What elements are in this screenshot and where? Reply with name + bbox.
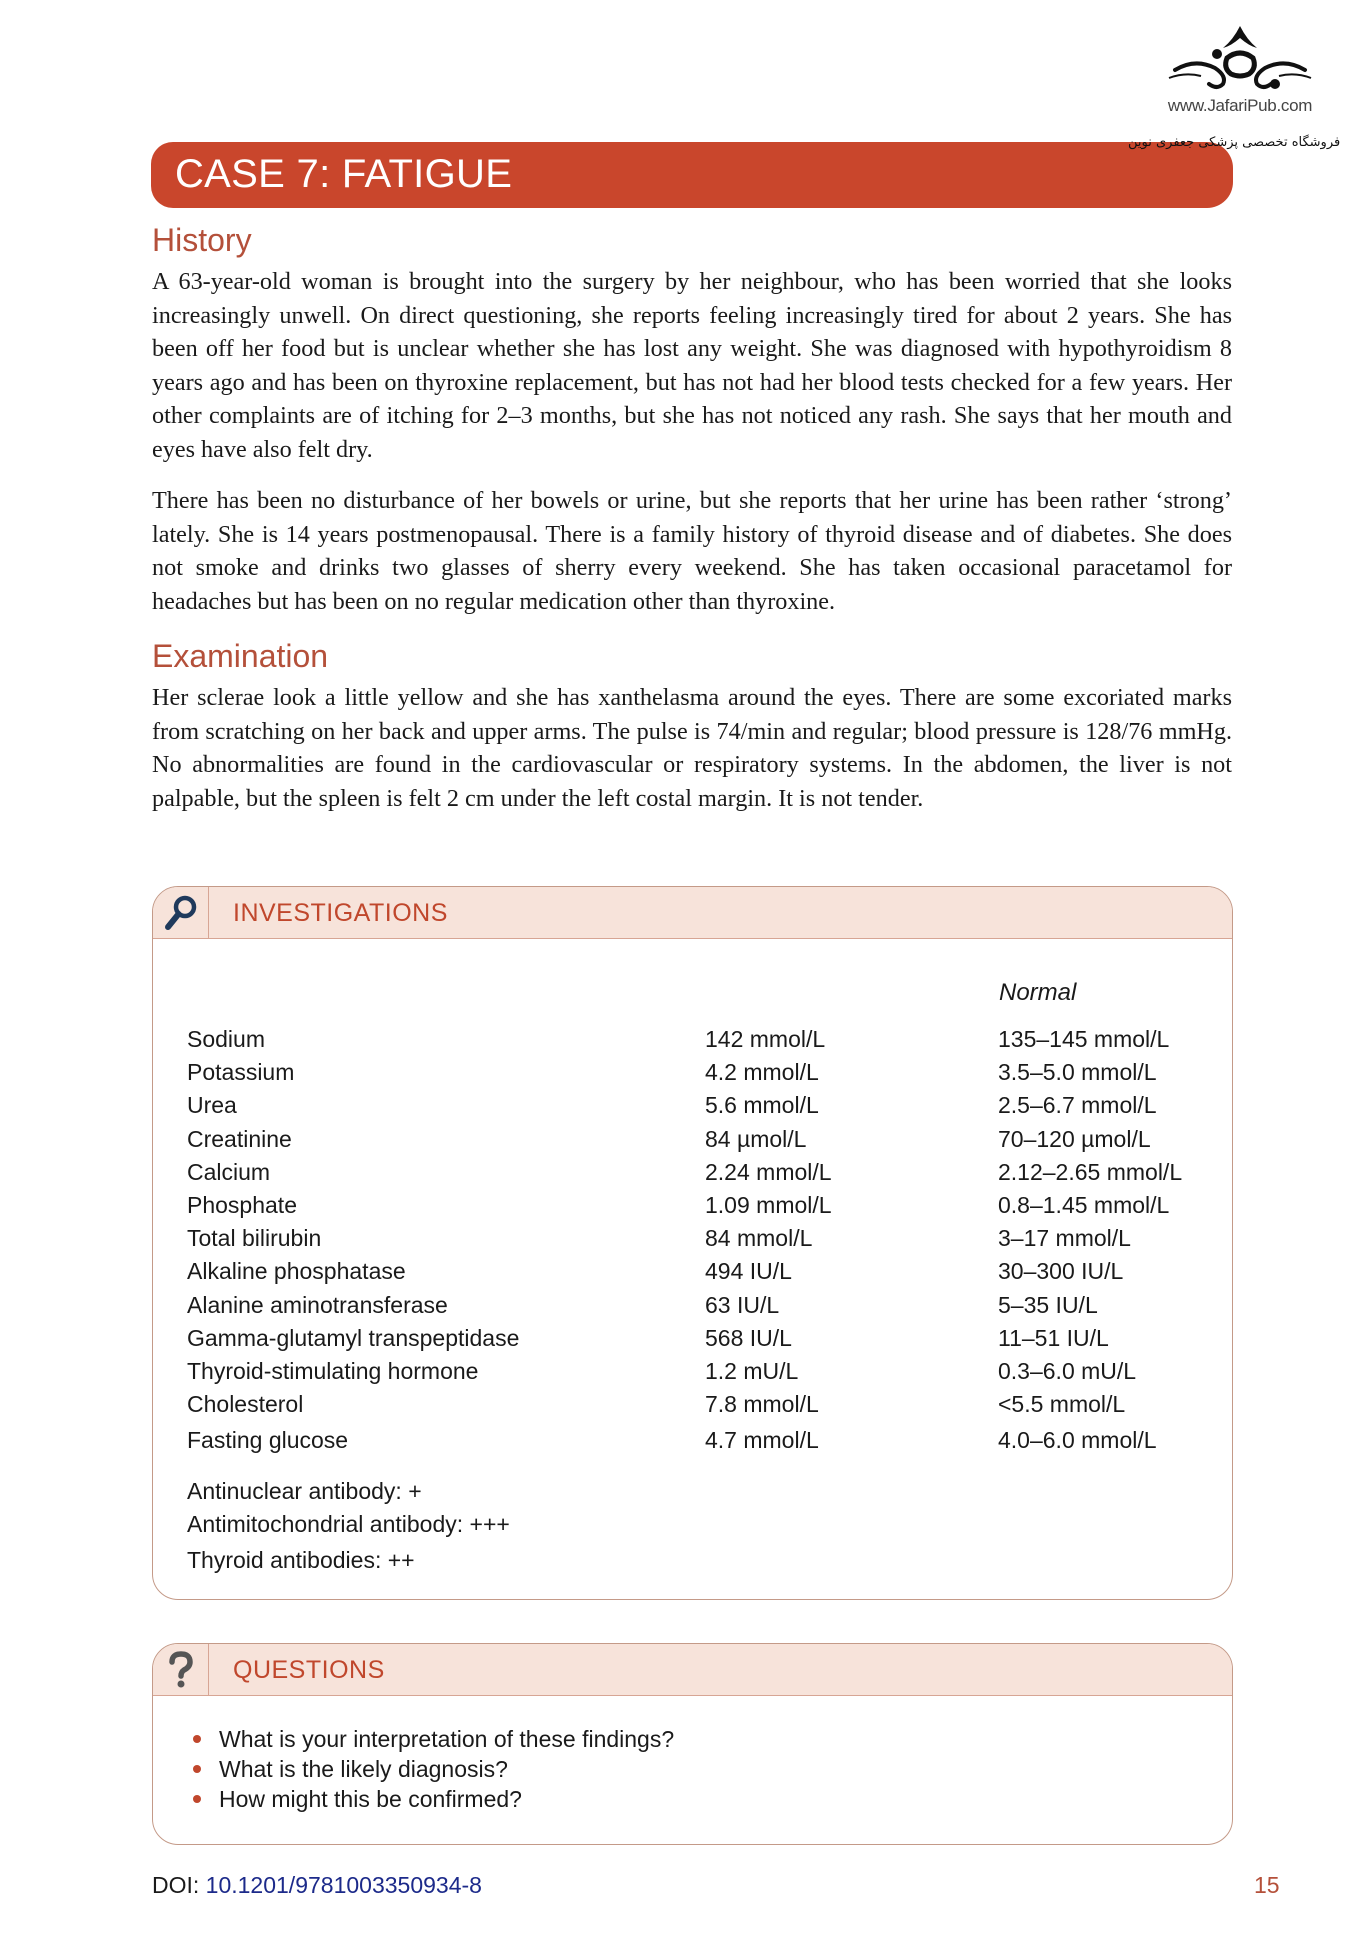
test-name: Total bilirubin bbox=[187, 1225, 322, 1252]
table-row bbox=[187, 1322, 1227, 1355]
test-value: 1.09 mmol/L bbox=[705, 1192, 832, 1219]
test-value: 494 IU/L bbox=[705, 1258, 792, 1285]
examination-paragraph: Her sclerae look a little yellow and she has xanthelasma around the eyes. There are some excoriated marks from scratching on her back and upper arms. The pulse is 74/min and regular; blood pressure is 128/76 mmHg. No abnormalities are found in the cardiovascular or respiratory systems. In the abdomen, the liver is not palpable, but the spleen is felt 2 cm under the left costal margin. It is not tender. bbox=[152, 684, 1232, 812]
history-paragraph-2: There has been no disturbance of her bowels or urine, but she reports that her urine has been rather ‘strong’ lately. She is 14 years postmenopausal. There is a family history of thyroid disease and of diabetes. She does not smoke and drinks two glasses of sherry every weekend. She has taken occasional paracetamol for headaches but has been on no regular medication other than thyroxine. bbox=[152, 487, 1232, 615]
normal-range: 70–120 µmol/L bbox=[998, 1125, 1151, 1152]
normal-range: 30–300 IU/L bbox=[998, 1258, 1124, 1285]
investigations-table bbox=[187, 1023, 1227, 1459]
test-name: Phosphate bbox=[187, 1192, 297, 1219]
page-title: CASE 7: FATIGUE bbox=[175, 152, 513, 196]
normal-range: 11–51 IU/L bbox=[998, 1324, 1109, 1351]
antibody-results bbox=[187, 1475, 510, 1577]
bullet-icon bbox=[193, 1765, 201, 1773]
test-name: Gamma-glutamyl transpeptidase bbox=[187, 1324, 520, 1351]
bullet-icon bbox=[193, 1795, 201, 1803]
table-row bbox=[187, 1023, 1227, 1056]
investigations-box bbox=[152, 886, 1233, 1600]
doi-footer bbox=[152, 1872, 482, 1899]
antibody-result: Antimitochondrial antibody: +++ bbox=[187, 1511, 510, 1537]
examination-heading: Examination bbox=[152, 638, 329, 674]
normal-range: 3–17 mmol/L bbox=[998, 1225, 1131, 1252]
question-item bbox=[193, 1784, 674, 1814]
table-row bbox=[187, 1123, 1227, 1156]
normal-range: 2.5–6.7 mmol/L bbox=[998, 1092, 1157, 1119]
test-name: Creatinine bbox=[187, 1125, 292, 1152]
questions-header bbox=[153, 1644, 1232, 1696]
investigations-title: INVESTIGATIONS bbox=[233, 899, 448, 927]
investigations-header bbox=[153, 887, 1232, 939]
question-item bbox=[193, 1724, 674, 1754]
normal-range: 3.5–5.0 mmol/L bbox=[998, 1059, 1157, 1086]
test-value: 2.24 mmol/L bbox=[705, 1158, 832, 1185]
history-paragraph-1: A 63-year-old woman is brought into the surgery by her neighbour, who has been worried that she looks increasingly unwell. On direct questioning, she reports feeling increasingly tired for about 2 years. She has been off her food but is unclear whether she has lost any weight. She was diagnosed with hypothyroidism 8 years ago and has been on thyroxine replacement, but has not had her blood tests checked for a few years. Her other complaints are of itching for 2–3 months, but she has not noticed any rash. She says that her mouth and eyes have also felt dry. bbox=[152, 268, 1232, 463]
questions-box bbox=[152, 1643, 1233, 1845]
table-row bbox=[187, 1222, 1227, 1255]
history-heading: History bbox=[152, 222, 252, 258]
investigations-icon-cell bbox=[153, 887, 209, 939]
antibody-result: Thyroid antibodies: ++ bbox=[187, 1547, 415, 1573]
jafaripub-calligraphy-icon bbox=[1165, 18, 1315, 98]
table-row bbox=[187, 1355, 1227, 1388]
normal-range: 0.8–1.45 mmol/L bbox=[998, 1192, 1170, 1219]
magnifying-glass-icon bbox=[163, 894, 199, 932]
publisher-persian-text: فروشگاه تخصصی پزشکی جعفری نوین bbox=[1128, 135, 1341, 150]
normal-range: <5.5 mmol/L bbox=[998, 1391, 1126, 1418]
questions-title: QUESTIONS bbox=[233, 1656, 385, 1684]
table-row bbox=[187, 1056, 1227, 1089]
test-name: Alkaline phosphatase bbox=[187, 1258, 406, 1285]
test-value: 142 mmol/L bbox=[705, 1026, 826, 1053]
test-value: 1.2 mU/L bbox=[705, 1357, 799, 1384]
publisher-url: www.JafariPub.com bbox=[1167, 96, 1313, 115]
publisher-logo bbox=[1150, 18, 1330, 116]
table-row bbox=[187, 1255, 1227, 1288]
question-mark-icon bbox=[168, 1651, 194, 1689]
test-value: 568 IU/L bbox=[705, 1324, 792, 1351]
page-number: 15 bbox=[1254, 1872, 1280, 1898]
test-value: 7.8 mmol/L bbox=[705, 1391, 819, 1418]
test-value: 84 mmol/L bbox=[705, 1225, 813, 1252]
bullet-icon bbox=[193, 1735, 201, 1743]
test-name: Thyroid-stimulating hormone bbox=[187, 1357, 479, 1384]
question-text: How might this be confirmed? bbox=[219, 1786, 522, 1812]
question-text: What is your interpretation of these findings? bbox=[219, 1726, 675, 1752]
normal-range: 0.3–6.0 mU/L bbox=[998, 1357, 1137, 1384]
test-name: Calcium bbox=[187, 1158, 271, 1185]
test-name: Sodium bbox=[187, 1026, 265, 1053]
normal-range: 2.12–2.65 mmol/L bbox=[998, 1158, 1183, 1185]
test-value: 5.6 mmol/L bbox=[705, 1092, 819, 1119]
test-name: Cholesterol bbox=[187, 1391, 304, 1418]
table-row bbox=[187, 1289, 1227, 1322]
test-name: Alanine aminotransferase bbox=[187, 1291, 448, 1318]
question-text: What is the likely diagnosis? bbox=[219, 1756, 508, 1782]
doi-link[interactable]: 10.1201/9781003350934-8 bbox=[205, 1872, 482, 1898]
case-title-bar bbox=[151, 142, 1233, 208]
normal-range-header: Normal bbox=[999, 979, 1077, 1006]
questions-icon-cell bbox=[153, 1644, 209, 1696]
questions-list bbox=[193, 1724, 674, 1814]
table-row bbox=[187, 1189, 1227, 1222]
test-name: Fasting glucose bbox=[187, 1426, 349, 1453]
normal-range: 135–145 mmol/L bbox=[998, 1026, 1170, 1053]
question-item bbox=[193, 1754, 674, 1784]
test-value: 84 µmol/L bbox=[705, 1125, 807, 1152]
test-value: 4.2 mmol/L bbox=[705, 1059, 819, 1086]
table-row bbox=[187, 1388, 1227, 1421]
antibody-result: Antinuclear antibody: + bbox=[187, 1478, 422, 1504]
table-row bbox=[187, 1089, 1227, 1122]
normal-range: 5–35 IU/L bbox=[998, 1291, 1098, 1318]
test-value: 4.7 mmol/L bbox=[705, 1426, 819, 1453]
table-row bbox=[187, 1156, 1227, 1189]
normal-range: 4.0–6.0 mmol/L bbox=[998, 1426, 1157, 1453]
test-name: Urea bbox=[187, 1092, 237, 1119]
test-name: Potassium bbox=[187, 1059, 295, 1086]
doi-label: DOI: bbox=[152, 1872, 206, 1898]
test-value: 63 IU/L bbox=[705, 1291, 780, 1318]
table-row bbox=[187, 1421, 1227, 1459]
